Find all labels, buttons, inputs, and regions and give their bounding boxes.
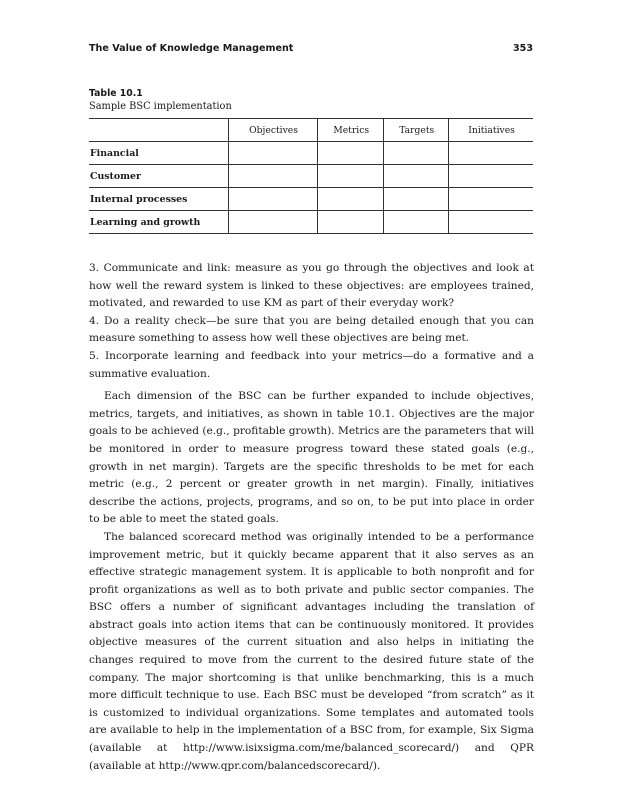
- table-cell: [449, 142, 533, 165]
- column-header-metrics: Metrics: [318, 119, 384, 142]
- table-cell: [449, 188, 533, 211]
- row-header-internal-processes: Internal processes: [89, 188, 229, 211]
- table-cell: [229, 211, 318, 234]
- table-cell: [229, 142, 318, 165]
- column-header-targets: Targets: [384, 119, 449, 142]
- table-row: [89, 165, 533, 188]
- running-head: [89, 43, 533, 54]
- table-cell: [318, 211, 384, 234]
- table-cell: [384, 211, 449, 234]
- table-cell: [318, 188, 384, 211]
- running-title: The Value of Knowledge Management: [89, 43, 294, 54]
- page-number: 353: [512, 43, 533, 54]
- column-header-objectives: Objectives: [229, 119, 318, 142]
- table-cell: [318, 142, 384, 165]
- table-header-row: [89, 119, 533, 142]
- row-header-learning-and-growth: Learning and growth: [89, 211, 229, 234]
- table-corner-cell: [89, 119, 229, 142]
- table-cell: [229, 188, 318, 211]
- column-header-initiatives: Initiatives: [449, 119, 533, 142]
- table-caption: Sample BSC implementation: [89, 101, 232, 112]
- table-row: [89, 211, 533, 234]
- table-row: [89, 142, 533, 165]
- table-row: [89, 188, 533, 211]
- body-text: [89, 260, 534, 775]
- list-item: 5. Incorporate learning and feedback into your metrics—do a formative and a summative evaluation.: [89, 349, 534, 380]
- table-cell: [449, 211, 533, 234]
- row-header-financial: Financial: [89, 142, 229, 165]
- body-paragraph: The balanced scorecard method was originally intended to be a performance improvement metric, but it quickly became apparent that it also serves as an effective strategic management system. It is applicable to both nonprofit and for profit organizations as well as to both private and public sector companies. The BSC offers a number of significant advantages including the translation of abstract goals into action items that can be continuously monitored. It provides objective measures of the current situation and also helps in initiating the changes required to move from the current to the desired future state of the company. The major shortcoming is that unlike benchmarking, this is a much more difficult technique to use. Each BSC must be developed “from scratch” as it is customized to individual organizations. Some templates and automated tools are available to help in the implementation of a BSC from, for example, Six Sigma (available at http://www.isixsigma.com/me/balanced_scorecard/) and QPR (available at http://www.qpr.com/balancedscorecard/).: [89, 530, 534, 772]
- table-cell: [384, 188, 449, 211]
- table-cell: [384, 142, 449, 165]
- bsc-table: [89, 118, 533, 234]
- row-header-customer: Customer: [89, 165, 229, 188]
- table-cell: [229, 165, 318, 188]
- list-item: 3. Communicate and link: measure as you go through the objectives and look at how well the reward system is linked to these objectives: are employees trained, motivated, and rewarded to use KM as part of their everyday work?: [89, 262, 534, 310]
- table-cell: [318, 165, 384, 188]
- table-label: Table 10.1: [89, 88, 143, 99]
- list-item: 4. Do a reality check—be sure that you are being detailed enough that you can measure something to assess how well these objectives are being met.: [89, 314, 534, 345]
- body-paragraph: Each dimension of the BSC can be further expanded to include objectives, metrics, targets, and initiatives, as shown in table 10.1. Objectives are the major goals to be achieved (e.g., profitable growth). Metrics are the parameters that will be monitored in order to measure progress toward these stated goals (e.g., growth in net margin). Targets are the specific thresholds to be met for each metric (e.g., 2 percent or greater growth in net margin). Finally, initiatives describe the actions, projects, programs, and so on, to be put into place in order to be able to meet the stated goals.: [89, 390, 534, 526]
- table-cell: [384, 165, 449, 188]
- table-cell: [449, 165, 533, 188]
